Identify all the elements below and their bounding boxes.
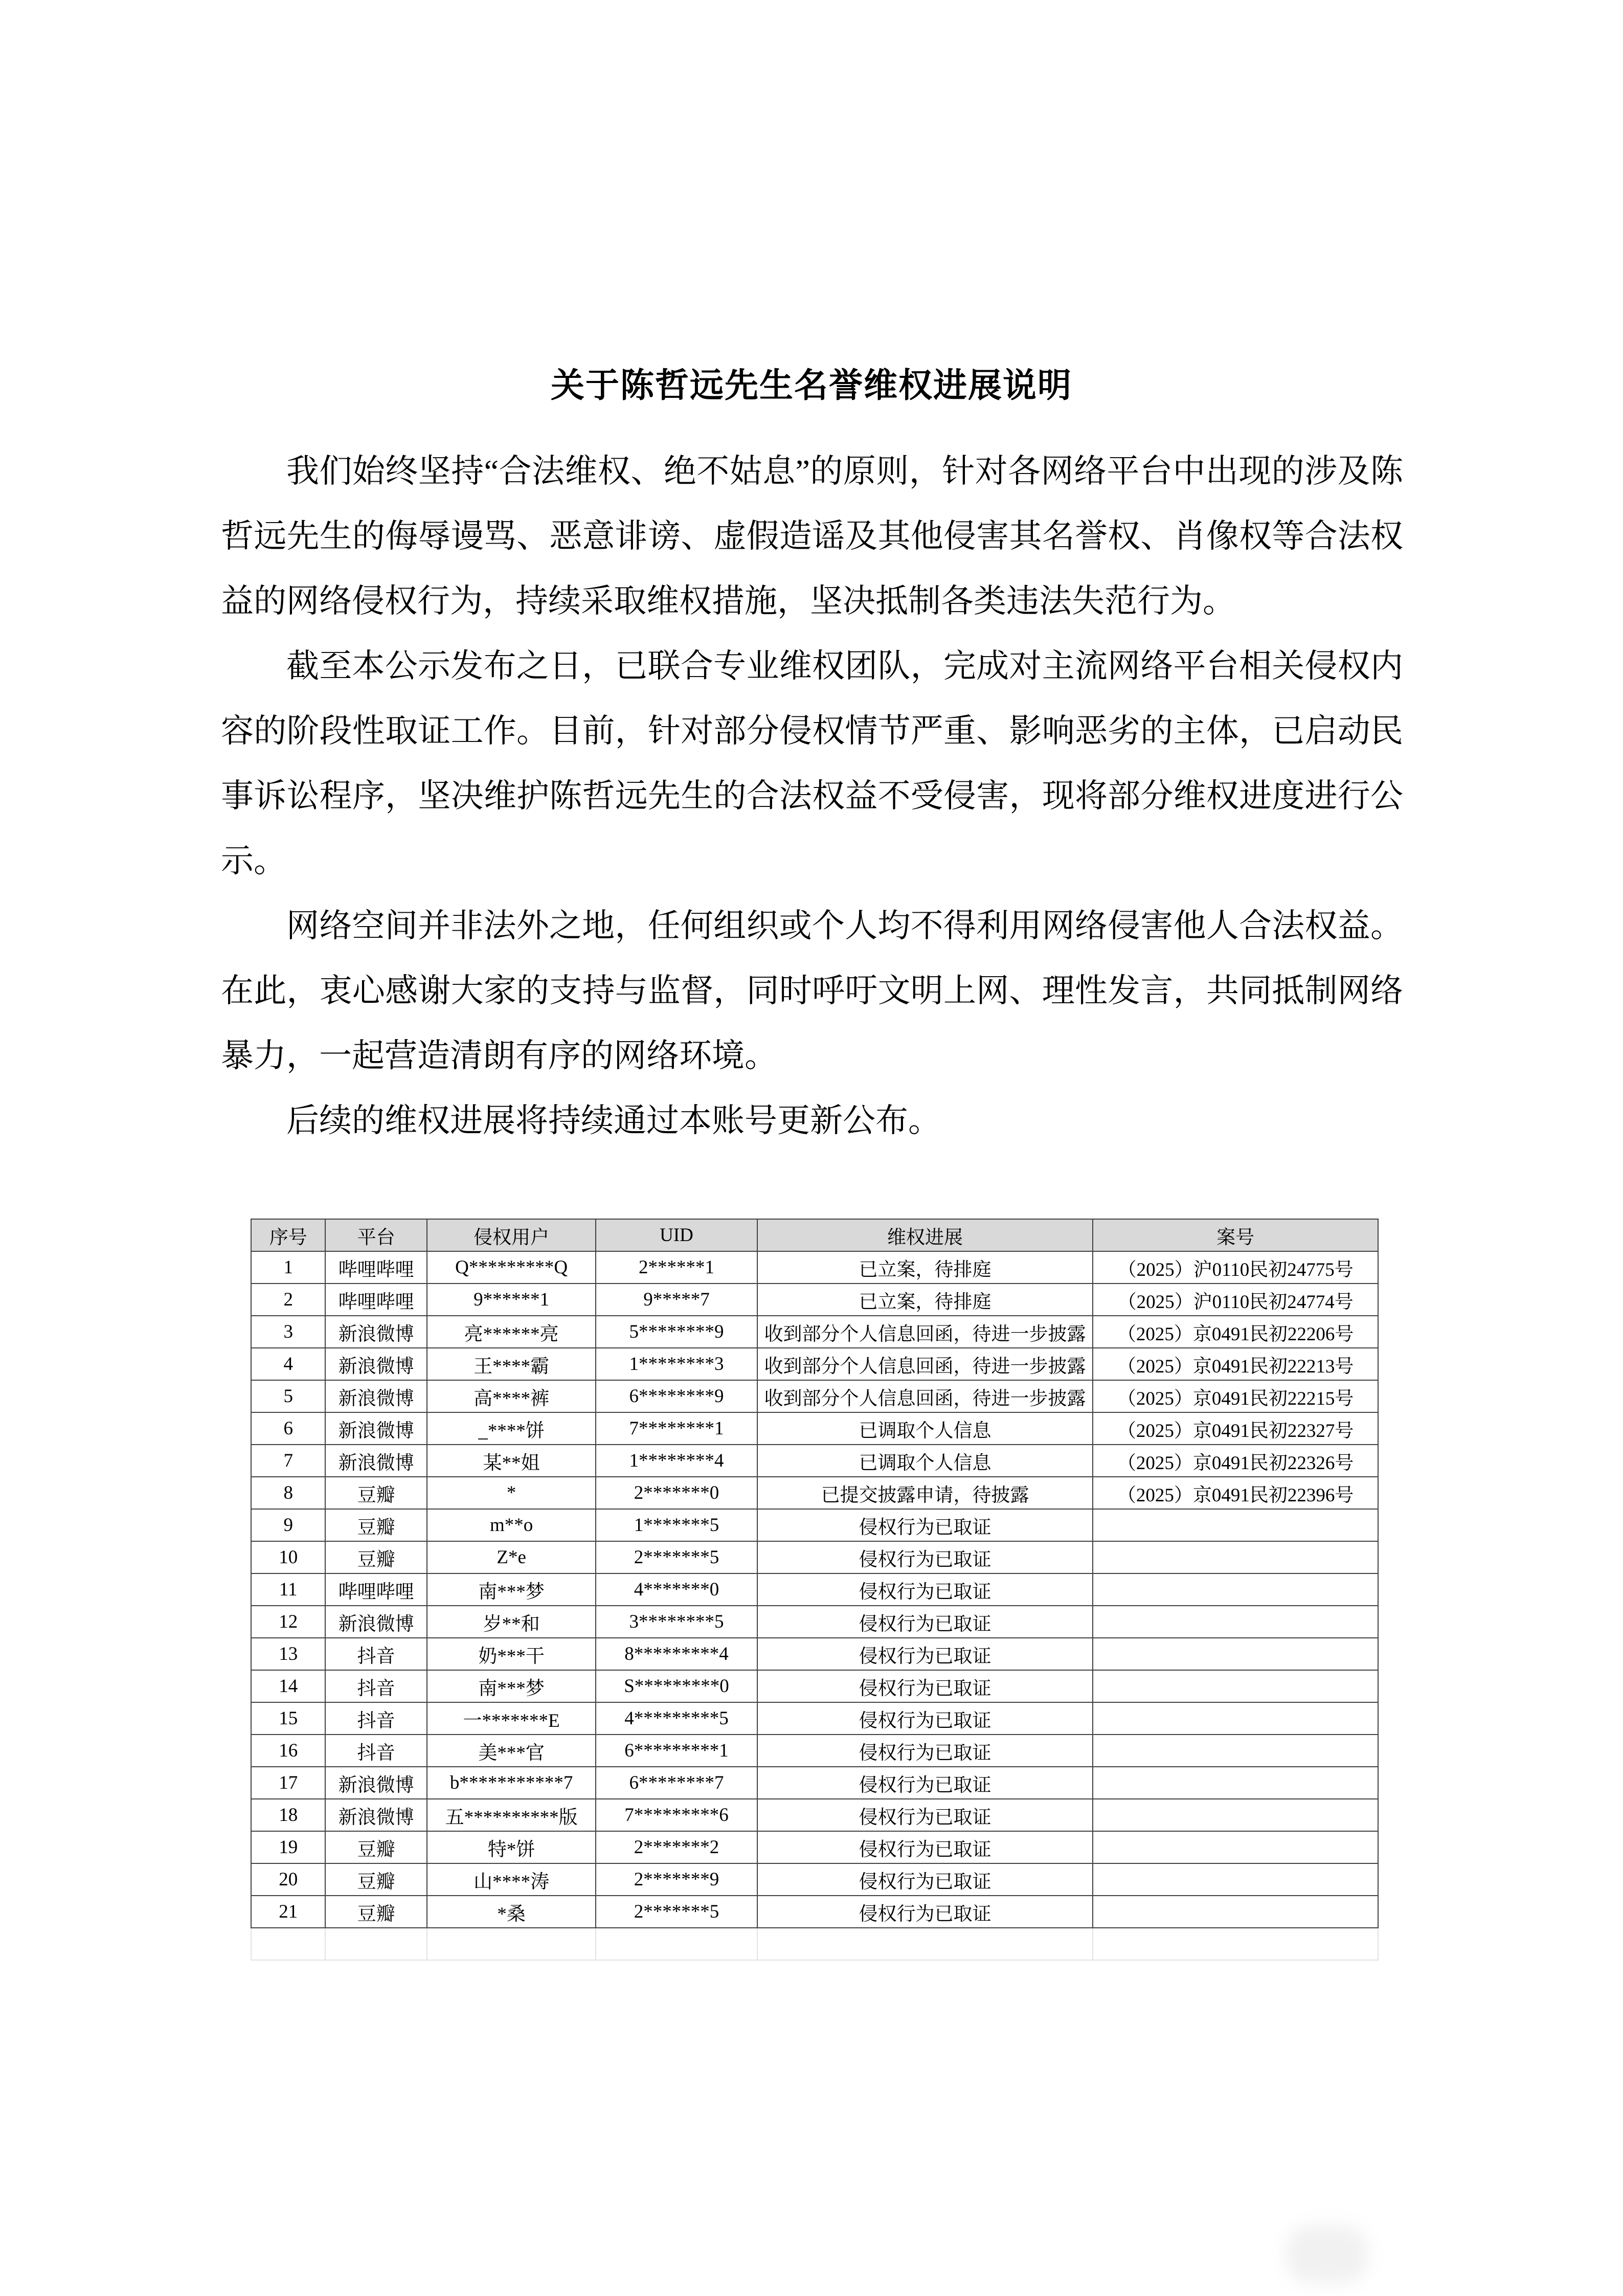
table-cell: 豆瓣 <box>325 1477 426 1509</box>
table-row <box>251 1541 1378 1573</box>
table-cell <box>1093 1799 1378 1831</box>
table-cell: 8*********4 <box>596 1638 757 1670</box>
empty-row <box>251 1928 1378 1960</box>
table-row <box>251 1638 1378 1670</box>
table-cell: 6 <box>251 1412 325 1445</box>
table-cell: 4*********5 <box>596 1702 757 1735</box>
paragraph-1: 我们始终坚持“合法维权、绝不姑息”的原则，针对各网络平台中出现的涉及陈哲远先生的侮辱谩骂、恶意诽谤、虚假造谣及其他侵害其名誉权、肖像权等合法权益的网络侵权行为，持续采取维权措施，坚决抵制各类违法失范行为。 <box>221 453 1403 619</box>
table-cell: 收到部分个人信息回函，待进一步披露 <box>757 1316 1093 1348</box>
table-cell <box>1093 1638 1378 1670</box>
empty-cell <box>251 1928 325 1960</box>
table-cell: 侵权行为已取证 <box>757 1799 1093 1831</box>
table-cell: 新浪微博 <box>325 1767 426 1799</box>
table-cell: 9******1 <box>427 1284 596 1316</box>
table-cell: 3 <box>251 1316 325 1348</box>
table-cell: 已调取个人信息 <box>757 1445 1093 1477</box>
table-cell: 21 <box>251 1896 325 1928</box>
table-cell: （2025）京0491民初22213号 <box>1093 1348 1378 1380</box>
table-cell: 王****霸 <box>427 1348 596 1380</box>
table-cell: 1********4 <box>596 1445 757 1477</box>
table-row <box>251 1863 1378 1896</box>
table-cell: 6********7 <box>596 1767 757 1799</box>
header-platform: 平台 <box>325 1219 426 1251</box>
table-cell: 12 <box>251 1606 325 1638</box>
table-cell: Z*e <box>427 1541 596 1573</box>
table-cell: 新浪微博 <box>325 1445 426 1477</box>
table-cell: 18 <box>251 1799 325 1831</box>
table-cell: 4*******0 <box>596 1573 757 1606</box>
table-cell: 新浪微博 <box>325 1316 426 1348</box>
table-cell: 3********5 <box>596 1606 757 1638</box>
table-cell: 新浪微博 <box>325 1412 426 1445</box>
table-cell: * <box>427 1477 596 1509</box>
table-cell: 抖音 <box>325 1638 426 1670</box>
table-row <box>251 1735 1378 1767</box>
table-row <box>251 1412 1378 1445</box>
table-row <box>251 1477 1378 1509</box>
table-cell: 9*****7 <box>596 1284 757 1316</box>
body-text <box>221 439 1403 1153</box>
table-cell: *桑 <box>427 1896 596 1928</box>
table-cell: 抖音 <box>325 1702 426 1735</box>
table-cell: 8 <box>251 1477 325 1509</box>
table-cell: 2******1 <box>596 1251 757 1284</box>
table-cell: 豆瓣 <box>325 1509 426 1541</box>
table-cell <box>1093 1735 1378 1767</box>
table-cell: 5********9 <box>596 1316 757 1348</box>
table-cell: 4 <box>251 1348 325 1380</box>
table-cell: 哔哩哔哩 <box>325 1573 426 1606</box>
table-cell: 2*******5 <box>596 1541 757 1573</box>
table-cell <box>1093 1863 1378 1896</box>
empty-cell <box>325 1928 426 1960</box>
table-cell: 16 <box>251 1735 325 1767</box>
table-cell: 侵权行为已取证 <box>757 1831 1093 1863</box>
table-cell: 美***官 <box>427 1735 596 1767</box>
table-cell: 11 <box>251 1573 325 1606</box>
header-progress: 维权进展 <box>757 1219 1093 1251</box>
table-cell: 高****裤 <box>427 1380 596 1412</box>
table-header-row <box>251 1219 1378 1251</box>
table-cell: 豆瓣 <box>325 1863 426 1896</box>
table-cell: 豆瓣 <box>325 1541 426 1573</box>
table-cell: 已立案，待排庭 <box>757 1284 1093 1316</box>
table-cell: _****饼 <box>427 1412 596 1445</box>
table-cell: （2025）京0491民初22206号 <box>1093 1316 1378 1348</box>
table-cell: 收到部分个人信息回函，待进一步披露 <box>757 1380 1093 1412</box>
table-cell: 侵权行为已取证 <box>757 1896 1093 1928</box>
table-cell: 2*******9 <box>596 1863 757 1896</box>
table-row <box>251 1702 1378 1735</box>
table-row <box>251 1445 1378 1477</box>
table-cell: 7 <box>251 1445 325 1477</box>
table-cell: （2025）沪0110民初24774号 <box>1093 1284 1378 1316</box>
table-cell: 9 <box>251 1509 325 1541</box>
table-row <box>251 1251 1378 1284</box>
table-row <box>251 1573 1378 1606</box>
table-cell: 亮******亮 <box>427 1316 596 1348</box>
table-cell: （2025）沪0110民初24775号 <box>1093 1251 1378 1284</box>
table-cell: 哔哩哔哩 <box>325 1284 426 1316</box>
table-cell: 侵权行为已取证 <box>757 1638 1093 1670</box>
table-cell: 7********1 <box>596 1412 757 1445</box>
empty-cell <box>1093 1928 1378 1960</box>
table-cell: 1*******5 <box>596 1509 757 1541</box>
table-cell: 侵权行为已取证 <box>757 1767 1093 1799</box>
table-cell: 抖音 <box>325 1670 426 1702</box>
header-index: 序号 <box>251 1219 325 1251</box>
table-cell: 15 <box>251 1702 325 1735</box>
table-cell: 侵权行为已取证 <box>757 1509 1093 1541</box>
table-cell: 7*********6 <box>596 1799 757 1831</box>
table-cell <box>1093 1670 1378 1702</box>
table-body <box>251 1251 1378 1928</box>
table-cell <box>1093 1896 1378 1928</box>
empty-cell <box>427 1928 596 1960</box>
empty-cell <box>596 1928 757 1960</box>
table-cell: 已调取个人信息 <box>757 1412 1093 1445</box>
table-cell: 6*********1 <box>596 1735 757 1767</box>
table-cell: 侵权行为已取证 <box>757 1735 1093 1767</box>
table-cell <box>1093 1606 1378 1638</box>
table-cell: 南***梦 <box>427 1670 596 1702</box>
table-cell: 豆瓣 <box>325 1896 426 1928</box>
paragraph-3: 网络空间并非法外之地，任何组织或个人均不得利用网络侵害他人合法权益。在此，衷心感谢大家的支持与监督，同时呼吁文明上网、理性发言，共同抵制网络暴力，一起营造清朗有序的网络环境。 <box>221 908 1403 1074</box>
table-cell: （2025）京0491民初22327号 <box>1093 1412 1378 1445</box>
table-row <box>251 1831 1378 1863</box>
table-cell: 13 <box>251 1638 325 1670</box>
table-cell: 豆瓣 <box>325 1831 426 1863</box>
table-cell: 2*******0 <box>596 1477 757 1509</box>
table-cell: 新浪微博 <box>325 1799 426 1831</box>
table-cell: 抖音 <box>325 1735 426 1767</box>
table-footer <box>251 1928 1378 1960</box>
table-row <box>251 1896 1378 1928</box>
table-cell <box>1093 1702 1378 1735</box>
table-cell: 1********3 <box>596 1348 757 1380</box>
header-uid: UID <box>596 1219 757 1251</box>
table-cell: 侵权行为已取证 <box>757 1702 1093 1735</box>
header-case-number: 案号 <box>1093 1219 1378 1251</box>
table-cell: 2*******2 <box>596 1831 757 1863</box>
table-cell: 17 <box>251 1767 325 1799</box>
rights-progress-table <box>251 1219 1379 1961</box>
table-cell: 已立案，待排庭 <box>757 1251 1093 1284</box>
table-cell: （2025）京0491民初22326号 <box>1093 1445 1378 1477</box>
table-cell: 10 <box>251 1541 325 1573</box>
table-cell: 侵权行为已取证 <box>757 1573 1093 1606</box>
table-cell: 新浪微博 <box>325 1348 426 1380</box>
header-infringing-user: 侵权用户 <box>427 1219 596 1251</box>
table-cell: 侵权行为已取证 <box>757 1670 1093 1702</box>
table-cell: b***********7 <box>427 1767 596 1799</box>
table-cell <box>1093 1767 1378 1799</box>
table-cell: S*********0 <box>596 1670 757 1702</box>
table-cell: 奶***干 <box>427 1638 596 1670</box>
table-cell: 新浪微博 <box>325 1606 426 1638</box>
table-cell: 已提交披露申请，待披露 <box>757 1477 1093 1509</box>
empty-cell <box>757 1928 1093 1960</box>
paragraph-2: 截至本公示发布之日，已联合专业维权团队，完成对主流网络平台相关侵权内容的阶段性取证工作。目前，针对部分侵权情节严重、影响恶劣的主体，已启动民事诉讼程序，坚决维护陈哲远先生的合法权益不受侵害，现将部分维权进度进行公示。 <box>221 648 1403 879</box>
table-cell <box>1093 1509 1378 1541</box>
table-cell <box>1093 1573 1378 1606</box>
table-cell: 侵权行为已取证 <box>757 1863 1093 1896</box>
table-cell: 侵权行为已取证 <box>757 1606 1093 1638</box>
table-cell: 岁**和 <box>427 1606 596 1638</box>
table-row <box>251 1284 1378 1316</box>
table-cell: 6********9 <box>596 1380 757 1412</box>
table-row <box>251 1670 1378 1702</box>
table-cell: 1 <box>251 1251 325 1284</box>
table-cell: 19 <box>251 1831 325 1863</box>
table-row <box>251 1316 1378 1348</box>
table-cell: 收到部分个人信息回函，待进一步披露 <box>757 1348 1093 1380</box>
watermark-smudge <box>1286 2225 1368 2283</box>
table-cell: 20 <box>251 1863 325 1896</box>
table-row <box>251 1380 1378 1412</box>
page-title: 关于陈哲远先生名誉维权进展说明 <box>551 367 1072 404</box>
table-cell <box>1093 1831 1378 1863</box>
paragraph-4: 后续的维权进展将持续通过本账号更新公布。 <box>286 1102 941 1139</box>
table-row <box>251 1509 1378 1541</box>
table-cell: 特*饼 <box>427 1831 596 1863</box>
table-cell: 一*******E <box>427 1702 596 1735</box>
table-header <box>251 1219 1378 1251</box>
table-cell <box>1093 1541 1378 1573</box>
table-cell: （2025）京0491民初22215号 <box>1093 1380 1378 1412</box>
table-row <box>251 1348 1378 1380</box>
table-cell: 五**********版 <box>427 1799 596 1831</box>
table-cell: 山****涛 <box>427 1863 596 1896</box>
table-cell: 新浪微博 <box>325 1380 426 1412</box>
table-cell: （2025）京0491民初22396号 <box>1093 1477 1378 1509</box>
table-row <box>251 1606 1378 1638</box>
table-cell: 某**姐 <box>427 1445 596 1477</box>
table-row <box>251 1799 1378 1831</box>
table-cell: 5 <box>251 1380 325 1412</box>
table-cell: 2*******5 <box>596 1896 757 1928</box>
table-cell: 侵权行为已取证 <box>757 1541 1093 1573</box>
table-cell: 2 <box>251 1284 325 1316</box>
table-cell: 南***梦 <box>427 1573 596 1606</box>
table-cell: 14 <box>251 1670 325 1702</box>
table-row <box>251 1767 1378 1799</box>
table-cell: Q*********Q <box>427 1251 596 1284</box>
table-cell: 哔哩哔哩 <box>325 1251 426 1284</box>
table-cell: m**o <box>427 1509 596 1541</box>
